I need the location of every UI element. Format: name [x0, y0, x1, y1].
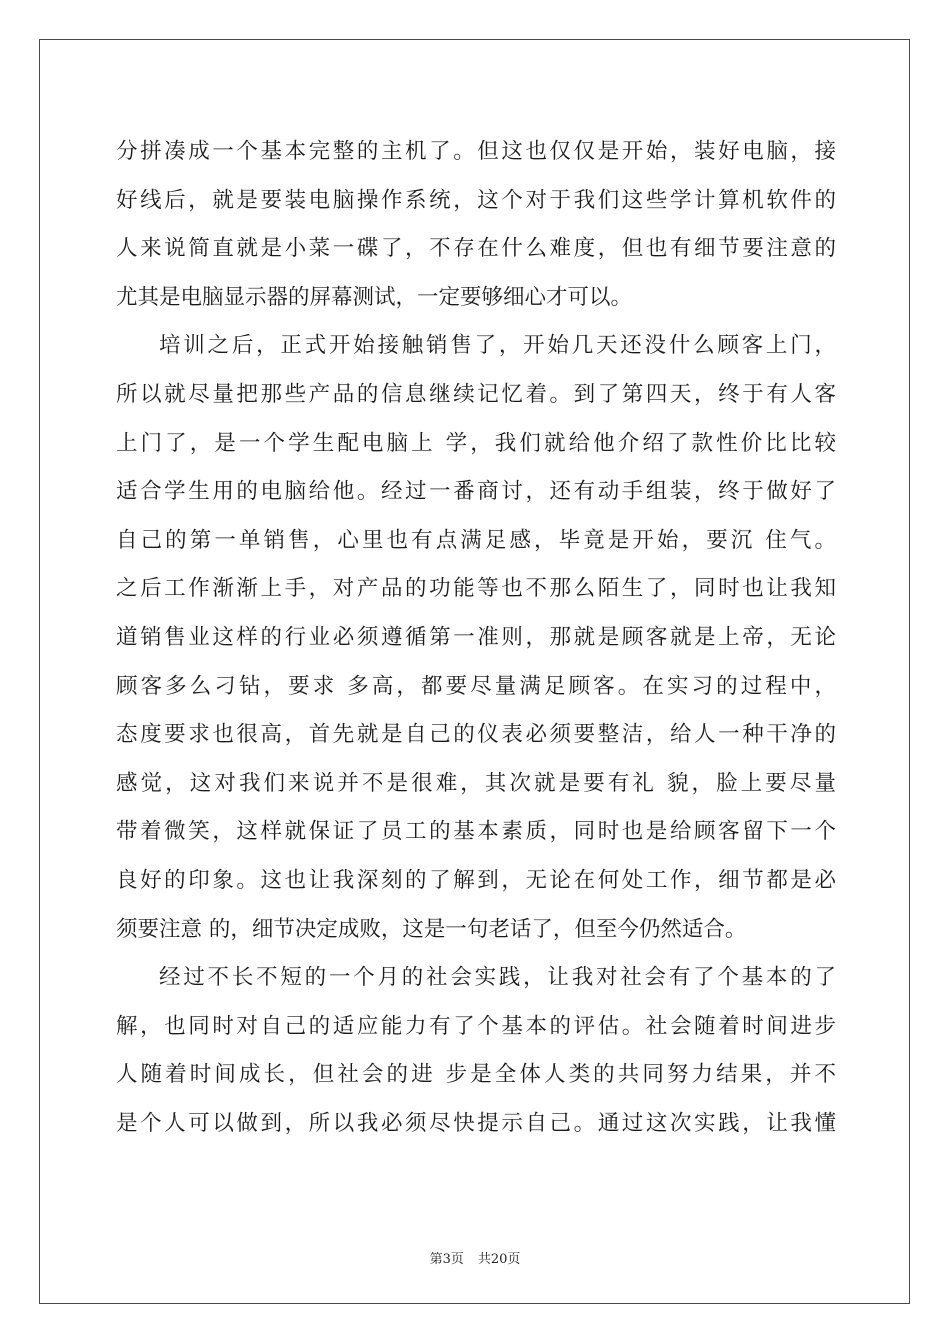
- text-line: 人来说简直就是小菜一碟了，不存在什么难度，但也有细节要注意的: [116, 236, 836, 262]
- text-line: 带着微笑，这样就保证了员工的基本素质，同时也是给顾客留下一个: [116, 819, 836, 845]
- page-footer: [0, 1248, 950, 1267]
- text-line: 顾客多么刁钻，要求 多高，都要尽量满足顾客。在实习的过程中，: [116, 673, 836, 699]
- text-line: 适合学生用的电脑给他。经过一番商讨，还有动手组装，终于做好了: [116, 479, 836, 505]
- text-line: 道销售业这样的行业必须遵循第一准则，那就是顾客就是上帝，无论: [116, 624, 836, 650]
- text-line: 解，也同时对自己的适应能力有了个基本的评估。社会随着时间进步: [116, 1013, 836, 1039]
- text-line: 培训之后，正式开始接触销售了，开始几天还没什么顾客上门，: [159, 333, 836, 359]
- text-line: 须要注意 的，细节决定成败，这是一句老话了，但至今仍然适合。: [116, 916, 747, 942]
- page-number: 第3页: [429, 1252, 464, 1267]
- text-line: 态度要求也很高，首先就是自己的仪表必须要整洁，给人一种干净的: [116, 722, 836, 748]
- text-line: 上门了，是一个学生配电脑上 学，我们就给他介绍了款性价比比较: [116, 430, 836, 456]
- text-line: 好线后，就是要装电脑操作系统，这个对于我们这些学计算机软件的: [116, 187, 836, 213]
- text-line: 是个人可以做到，所以我必须尽快提示自己。通过这次实践，让我懂: [116, 1110, 836, 1136]
- text-line: 之后工作渐渐上手，对产品的功能等也不那么陌生了，同时也让我知: [116, 576, 836, 602]
- text-line: 分拼凑成一个基本完整的主机了。但这也仅仅是开始，装好电脑，接: [116, 139, 836, 164]
- text-line: 自己的第一单销售，心里也有点满足感，毕竟是开始，要沉 住气。: [116, 527, 836, 553]
- text-line: 尤其是电脑显示器的屏幕测试，一定要够细心才可以。: [116, 284, 633, 310]
- text-line: 人随着时间成长，但社会的进 步是全体人类的共同努力结果，并不: [116, 1062, 836, 1088]
- text-line: 经过不长不短的一个月的社会实践，让我对社会有了个基本的了: [159, 965, 836, 991]
- text-line: 所以就尽量把那些产品的信息继续记忆着。到了第四天，终于有人客: [116, 381, 836, 407]
- text-line: 感觉，这对我们来说并不是很难，其次就是要有礼 貌，脸上要尽量: [116, 770, 836, 796]
- text-line: 良好的印象。这也让我深刻的了解到，无论在何处工作，细节都是必: [116, 867, 836, 893]
- document-body: [116, 128, 836, 1148]
- page-total: 共20页: [477, 1252, 521, 1267]
